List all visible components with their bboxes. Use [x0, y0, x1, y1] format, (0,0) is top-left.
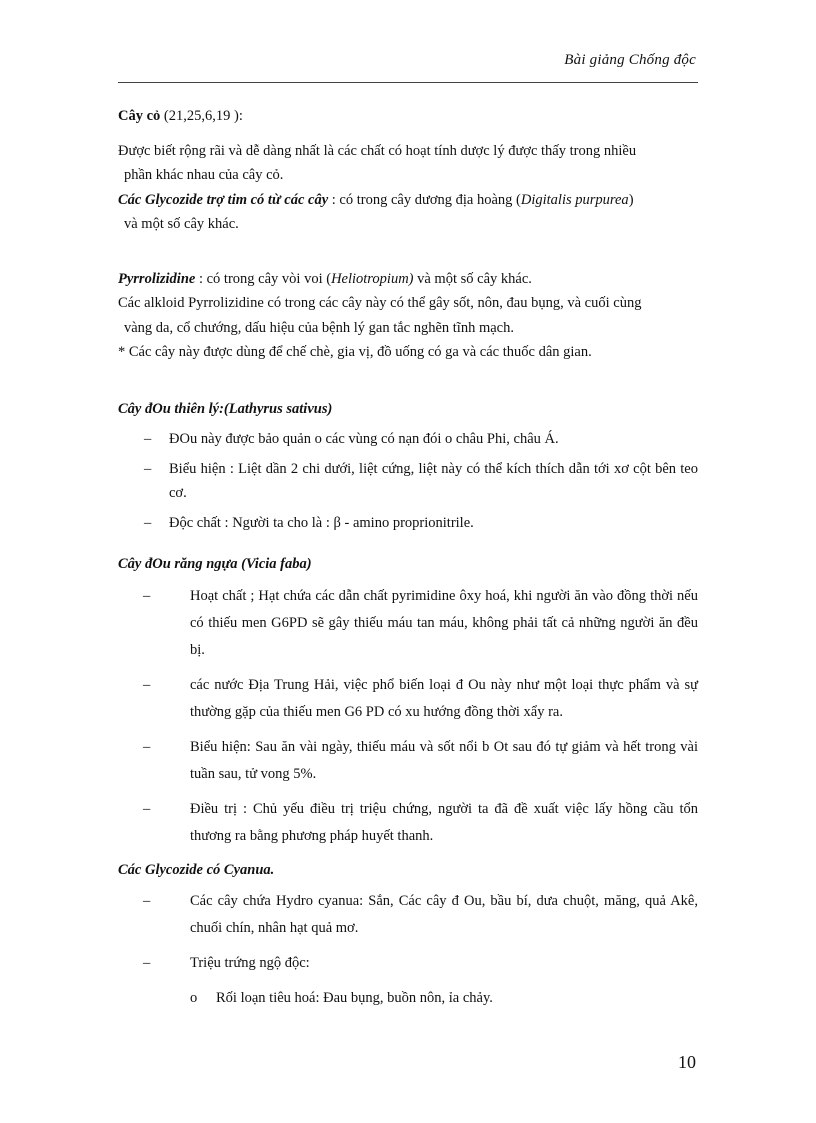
dash-bullet: – [143, 587, 151, 604]
cay-co-refs: (21,25,6,19 ): [160, 108, 243, 124]
dash-bullet: – [144, 460, 152, 477]
circle-bullet-icon: o [190, 990, 198, 1006]
list-item-text: Hoạt chất ; Hạt chứa các dẫn chất pyrimidine ôxy hoá, khi người ăn vào đồng thời nếu có thiếu men G6PD sẽ gây thiếu máu tan máu, không phải tất cả những người ăn đều bị. [190, 587, 698, 658]
dash-bullet: – [143, 676, 151, 693]
list-item-text: Biểu hiện: Sau ăn vài ngày, thiếu máu và sốt nổi b Ot sau đó tự giảm và hết trong vài tuần sau, tử vong 5%. [190, 738, 698, 782]
sub-list-item-text: Rối loạn tiêu hoá: Đau bụng, buồn nôn, ỉa chảy. [216, 990, 493, 1006]
list-item [118, 457, 698, 506]
dau-thien-ly-title: Cây đOu thiên lý:(Lathyrus sativus) [118, 400, 333, 417]
list-item-text: Độc chất : Người ta cho là : β - amino proprionitrile. [169, 514, 474, 531]
list-item [118, 672, 698, 726]
cay-co-heading [118, 104, 698, 129]
cay-co-line-1: Được biết rộng rãi và dễ dàng nhất là các chất có hoạt tính dược lý được thấy trong nhiều [118, 142, 637, 159]
list-item [118, 796, 698, 850]
page-content [118, 104, 698, 1012]
list-item-text: Biểu hiện : Liệt dần 2 chi dưới, liệt cứng, liệt này có thể kích thích dẫn tới xơ cột bên teo cơ. [169, 460, 698, 501]
running-header: Bài giảng Chống độc [564, 52, 696, 68]
list-item-text: ĐOu này được bảo quản o các vùng có nạn đói o châu Phi, châu Á. [169, 431, 559, 447]
pyrrolizidine-title: Pyrrolizidine [118, 270, 196, 287]
dash-bullet: – [144, 514, 152, 531]
pyrrolizidine-note: * Các cây này được dùng để chế chè, gia vị, đồ uống có ga và các thuốc dân gian. [118, 344, 592, 360]
cyanua-title: Các Glycozide có Cyanua. [118, 861, 275, 878]
dash-bullet: – [144, 431, 152, 447]
list-item [118, 734, 698, 788]
list-item [118, 427, 698, 452]
dash-bullet: – [143, 893, 151, 909]
glycozide-latin: Digitalis purpurea [520, 191, 629, 208]
glycozide-line-2: và một số cây khác. [124, 216, 239, 232]
header-rule [118, 82, 698, 83]
dau-rang-ngua-list [118, 583, 698, 850]
pyrrolizidine-latin: Heliotropium) [331, 270, 414, 287]
list-item-text: Điều trị : Chủ yếu điều trị triệu chứng, người ta đã đề xuất việc lấy hồng cầu tổn thương ra bằng phương pháp huyết thanh. [190, 800, 698, 844]
cyanua-list [118, 888, 698, 977]
dash-bullet: – [143, 955, 151, 971]
list-item-text: các nước Địa Trung Hải, việc phổ biến loại đ Ou này như một loại thực phẩm và sự thường gặp của thiếu men G6 PD có xu hướng đồng thời xẩy ra. [190, 676, 698, 720]
dash-bullet: – [143, 800, 151, 817]
list-item-text: Triệu trứng ngộ độc: [190, 955, 310, 971]
list-item [118, 511, 698, 536]
glycozide-tro-tim-line [118, 188, 698, 213]
pyrrolizidine-line-2: Các alkloid Pyrrolizidine có trong các cây này có thể gây sốt, nôn, đau bụng, và cuối cùng [118, 295, 642, 311]
glycozide-tro-tim-title: Các Glycozide trợ tim có từ các cây [118, 191, 329, 208]
glycozide-text-b: ) [628, 191, 634, 208]
cay-co-line-2: phần khác nhau của cây cỏ. [124, 167, 284, 183]
pyrrolizidine-line-3: vàng da, cổ chướng, dấu hiệu của bệnh lý gan tắc nghẽn tĩnh mạch. [124, 319, 514, 336]
dash-bullet: – [143, 738, 151, 755]
dau-thien-ly-list [118, 427, 698, 535]
list-item [118, 950, 698, 977]
sub-list-item [118, 985, 698, 1012]
pyrrolizidine-text-a: : có trong cây vòi voi ( [195, 270, 332, 287]
dau-rang-ngua-title: Cây đOu răng ngựa (Vicia faba) [118, 556, 312, 572]
list-item [118, 888, 698, 942]
list-item-text: Các cây chứa Hydro cyanua: Sắn, Các cây đ Ou, bầu bí, dưa chuột, măng, quả Akê, chuối chín, nhân hạt quả mơ. [190, 893, 698, 936]
pyrrolizidine-line [118, 267, 698, 292]
glycozide-text-a: : có trong cây dương địa hoàng ( [328, 191, 521, 208]
cay-co-title: Cây cỏ [118, 108, 161, 124]
page-number: 10 [678, 1052, 696, 1072]
pyrrolizidine-text-b: và một số cây khác. [413, 270, 532, 287]
list-item [118, 583, 698, 664]
